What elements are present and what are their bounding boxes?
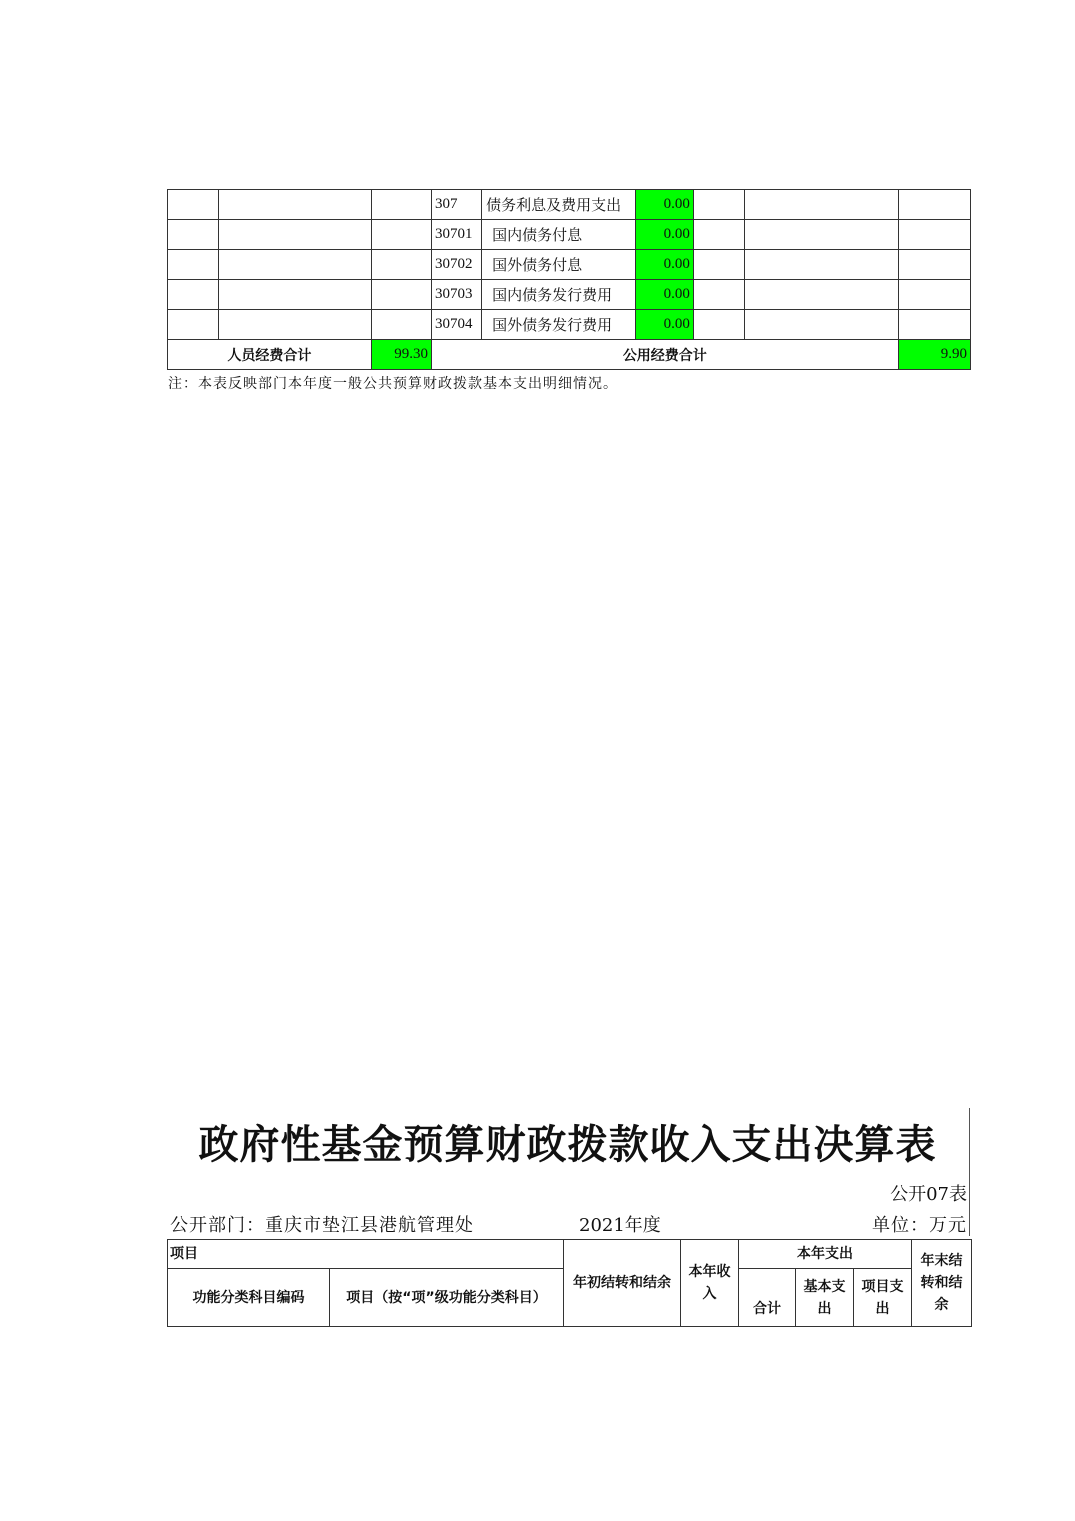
table-note: 注：本表反映部门本年度一般公共预算财政拨款基本支出明细情况。 — [168, 376, 618, 392]
table-row — [168, 310, 971, 340]
personnel-total-label: 人员经费合计 — [168, 340, 372, 370]
header-project-detail: 项目（按“项”级功能分类科目） — [330, 1269, 564, 1327]
page-title: 政府性基金预算财政拨款收入支出决算表 — [198, 1121, 937, 1168]
name-cell: 国外债务发行费用 — [482, 310, 636, 340]
amount-cell: 0.00 — [635, 220, 693, 250]
code-cell: 307 — [431, 190, 481, 220]
public-total-value: 9.90 — [898, 340, 970, 370]
header-income: 本年收入 — [681, 1240, 739, 1327]
name-cell: 债务利息及费用支出 — [482, 190, 636, 220]
amount-cell: 0.00 — [635, 250, 693, 280]
table-row — [168, 250, 971, 280]
code-cell: 30702 — [431, 250, 481, 280]
amount-cell: 0.00 — [635, 190, 693, 220]
header-project: 项目 — [168, 1240, 564, 1269]
header-total: 合计 — [739, 1269, 796, 1327]
unit-label: 单位：万元 — [872, 1215, 967, 1236]
personnel-total-value: 99.30 — [371, 340, 431, 370]
header-basic: 基本支出 — [796, 1269, 854, 1327]
code-cell: 30704 — [431, 310, 481, 340]
year-label: 2021年度 — [579, 1215, 661, 1236]
totals-row — [168, 340, 971, 370]
basic-expenditure-detail-table — [167, 189, 971, 370]
table-number: 公开07表 — [890, 1184, 967, 1205]
header-project-exp: 项目支出 — [854, 1269, 912, 1327]
header-func-code: 功能分类科目编码 — [168, 1269, 330, 1327]
code-cell: 30703 — [431, 280, 481, 310]
name-cell: 国内债务发行费用 — [482, 280, 636, 310]
amount-cell: 0.00 — [635, 280, 693, 310]
header-expenditure: 本年支出 — [739, 1240, 912, 1269]
amount-cell: 0.00 — [635, 310, 693, 340]
table-row — [168, 280, 971, 310]
header-start-balance: 年初结转和结余 — [564, 1240, 681, 1327]
name-cell: 国外债务付息 — [482, 250, 636, 280]
table-row — [168, 220, 971, 250]
table-row — [168, 190, 971, 220]
department-label: 公开部门：重庆市垫江县港航管理处 — [170, 1215, 474, 1236]
name-cell: 国内债务付息 — [482, 220, 636, 250]
public-total-label: 公用经费合计 — [431, 340, 898, 370]
code-cell: 30701 — [431, 220, 481, 250]
fund-budget-table-header — [167, 1239, 972, 1327]
header-end-balance: 年末结转和结余 — [912, 1240, 972, 1327]
